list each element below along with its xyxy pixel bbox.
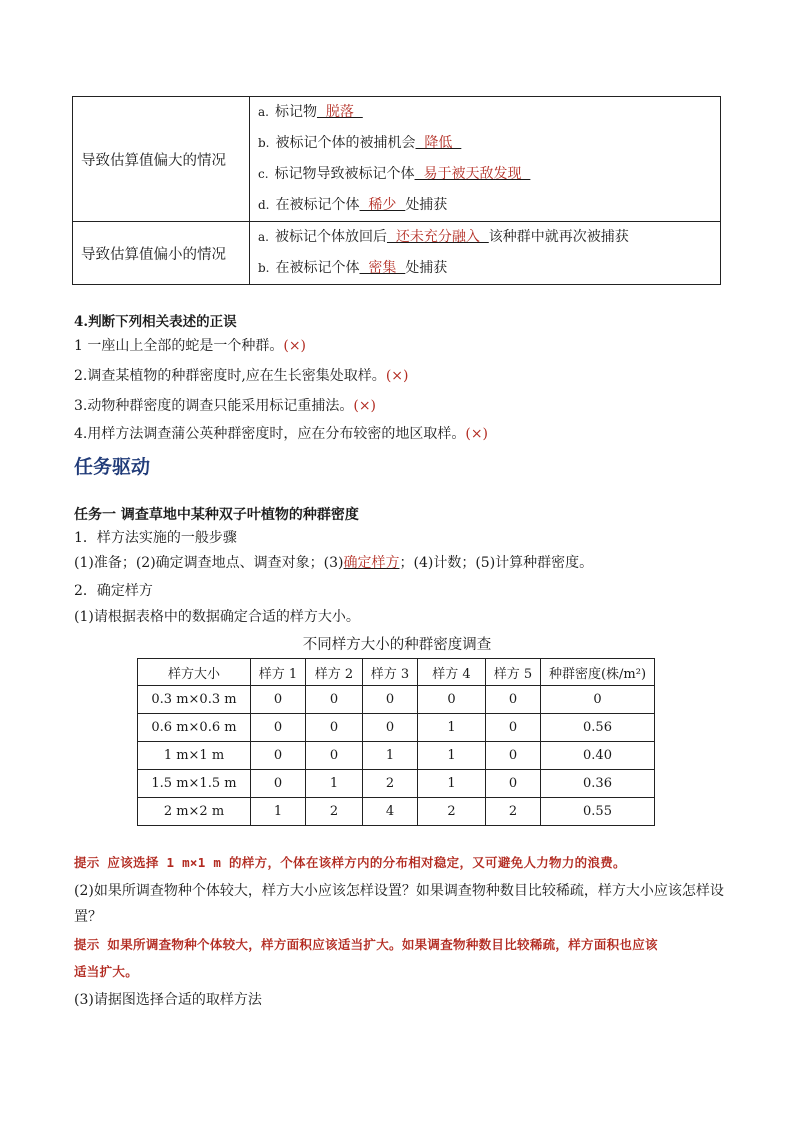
table-cell: 0: [363, 686, 418, 714]
item-letter: b.: [258, 136, 270, 150]
table-cell: 0.56: [541, 714, 655, 742]
table-cell: 2: [486, 798, 541, 826]
item-text: 处捕获: [405, 260, 448, 276]
table-cell: 0: [486, 714, 541, 742]
table-cell: 0: [486, 742, 541, 770]
wrong-mark: (×): [465, 426, 489, 442]
item-letter: a.: [258, 105, 269, 119]
table-row: [138, 686, 655, 714]
column-header: 样方 2: [306, 659, 363, 686]
column-header: 样方 5: [486, 659, 541, 686]
hint-text: 提示 如果所调查物种个体较大，样方面积应该适当扩大。如果调查物种数目比较稀疏，样方面积也应该: [74, 937, 658, 952]
table-cell: 0: [251, 770, 306, 798]
judgement-text: 3.动物种群密度的调查只能采用标记重捕法。: [74, 398, 354, 414]
column-header: 样方大小: [138, 659, 251, 686]
table-cell: 0.40: [541, 742, 655, 770]
table-cell: 1: [363, 742, 418, 770]
table-row: [138, 742, 655, 770]
answer-blank: 密集: [359, 260, 406, 276]
hint-text: 适当扩大。: [74, 964, 139, 979]
section-title: 任务驱动: [74, 456, 151, 478]
list-item: [258, 253, 720, 284]
judgement-line: [74, 395, 376, 415]
list-item: [258, 128, 720, 159]
underestimate-items: [250, 222, 721, 285]
item-text: 标记物: [274, 104, 317, 120]
column-header: 样方 1: [251, 659, 306, 686]
judgement-text: 4.用样方法调查蒲公英种群密度时，应在分布较密的地区取样。: [74, 426, 466, 442]
table-cell: 0: [306, 686, 363, 714]
item-letter: d.: [258, 198, 270, 212]
table-cell: 1: [418, 714, 486, 742]
table-cell: 0: [251, 686, 306, 714]
table-row: [138, 770, 655, 798]
answer-blank: 还未充分融入: [386, 229, 489, 245]
table-cell: 2: [306, 798, 363, 826]
table-cell: 0.36: [541, 770, 655, 798]
table-cell: 0: [363, 714, 418, 742]
item-letter: b.: [258, 261, 270, 275]
question-text: (1)请根据表格中的数据确定合适的样方大小。: [74, 609, 360, 625]
table-row: [138, 798, 655, 826]
estimate-bias-table: [72, 96, 721, 285]
table-cell: 1.5 m×1.5 m: [138, 770, 251, 798]
table-row: [73, 97, 721, 222]
table-cell: 0.55: [541, 798, 655, 826]
item-text: 该种群中就再次被捕获: [488, 229, 629, 245]
table-cell: 2: [418, 798, 486, 826]
wrong-mark: (×): [283, 338, 307, 354]
item-text: 在被标记个体: [275, 260, 360, 276]
answer-blank: 降低: [415, 135, 462, 151]
answer-blank: 确定样方: [343, 555, 400, 571]
table-row: [73, 222, 721, 285]
judgement-line: [74, 335, 306, 355]
density-table: [137, 658, 655, 826]
item-letter: a.: [258, 230, 269, 244]
underestimate-label: 导致估算值偏小的情况: [73, 222, 250, 285]
section-heading: 4.判断下列相关表述的正误: [74, 314, 237, 330]
step-heading: 2．确定样方: [74, 583, 153, 599]
column-header: 样方 4: [418, 659, 486, 686]
item-text: 被标记个体放回后: [274, 229, 387, 245]
question-text: 置？: [74, 909, 102, 925]
item-text: 处捕获: [405, 197, 448, 213]
judgement-line: [74, 365, 408, 385]
answer-blank: 易于被天敌发现: [414, 166, 531, 182]
overestimate-items: [250, 97, 721, 222]
table-cell: 1: [418, 770, 486, 798]
table-cell: 0: [306, 714, 363, 742]
table-cell: 1: [306, 770, 363, 798]
table-cell: 0: [251, 742, 306, 770]
table-cell: 0: [418, 686, 486, 714]
hint-text: 提示 应该选择 1 m×1 m 的样方，个体在该样方内的分布相对稳定，又可避免人力物力的浪费。: [74, 855, 626, 870]
answer-blank: 稀少: [359, 197, 406, 213]
item-text: 被标记个体的被捕机会: [275, 135, 416, 151]
table-cell: 0: [251, 714, 306, 742]
table-cell: 1: [251, 798, 306, 826]
table-cell: 0: [541, 686, 655, 714]
steps-text: (1)准备；(2)确定调查地点、调查对象；(3): [74, 555, 344, 571]
table-cell: 2 m×2 m: [138, 798, 251, 826]
table-cell: 0: [486, 770, 541, 798]
column-header: 样方 3: [363, 659, 418, 686]
table-cell: 0: [306, 742, 363, 770]
table-cell: 2: [363, 770, 418, 798]
table-row: [138, 714, 655, 742]
table-header-row: [138, 659, 655, 686]
column-header: 种群密度(株/m²): [541, 659, 655, 686]
overestimate-label: 导致估算值偏大的情况: [73, 97, 250, 222]
wrong-mark: (×): [385, 368, 409, 384]
question-text: (3)请据图选择合适的取样方法: [74, 992, 262, 1008]
table-cell: 1: [418, 742, 486, 770]
judgement-text: 1 一座山上全部的蛇是一个种群。: [74, 338, 284, 354]
step-heading: 1．样方法实施的一般步骤: [74, 530, 237, 546]
task-heading: 任务一 调查草地中某种双子叶植物的种群密度: [74, 507, 359, 523]
item-text: 在被标记个体: [275, 197, 360, 213]
item-letter: c.: [258, 167, 269, 181]
judgement-text: 2.调查某植物的种群密度时,应在生长密集处取样。: [74, 368, 386, 384]
judgement-line: [74, 423, 488, 443]
item-text: 标记物导致被标记个体: [274, 166, 415, 182]
steps-line: [74, 552, 593, 572]
list-item: [258, 159, 720, 190]
wrong-mark: (×): [353, 398, 377, 414]
table-cell: 0.3 m×0.3 m: [138, 686, 251, 714]
table-cell: 0.6 m×0.6 m: [138, 714, 251, 742]
table-caption: 不同样方大小的种群密度调查: [302, 637, 492, 653]
list-item: [258, 222, 720, 253]
table-cell: 0: [486, 686, 541, 714]
table-cell: 1 m×1 m: [138, 742, 251, 770]
table-cell: 4: [363, 798, 418, 826]
question-text: (2)如果所调查物种个体较大，样方大小应该怎样设置？如果调查物种数目比较稀疏，样方大小应该怎样设: [74, 883, 724, 899]
list-item: [258, 190, 720, 221]
list-item: [258, 97, 720, 128]
steps-text: ；(4)计数；(5)计算种群密度。: [399, 555, 594, 571]
answer-blank: 脱落: [316, 104, 363, 120]
